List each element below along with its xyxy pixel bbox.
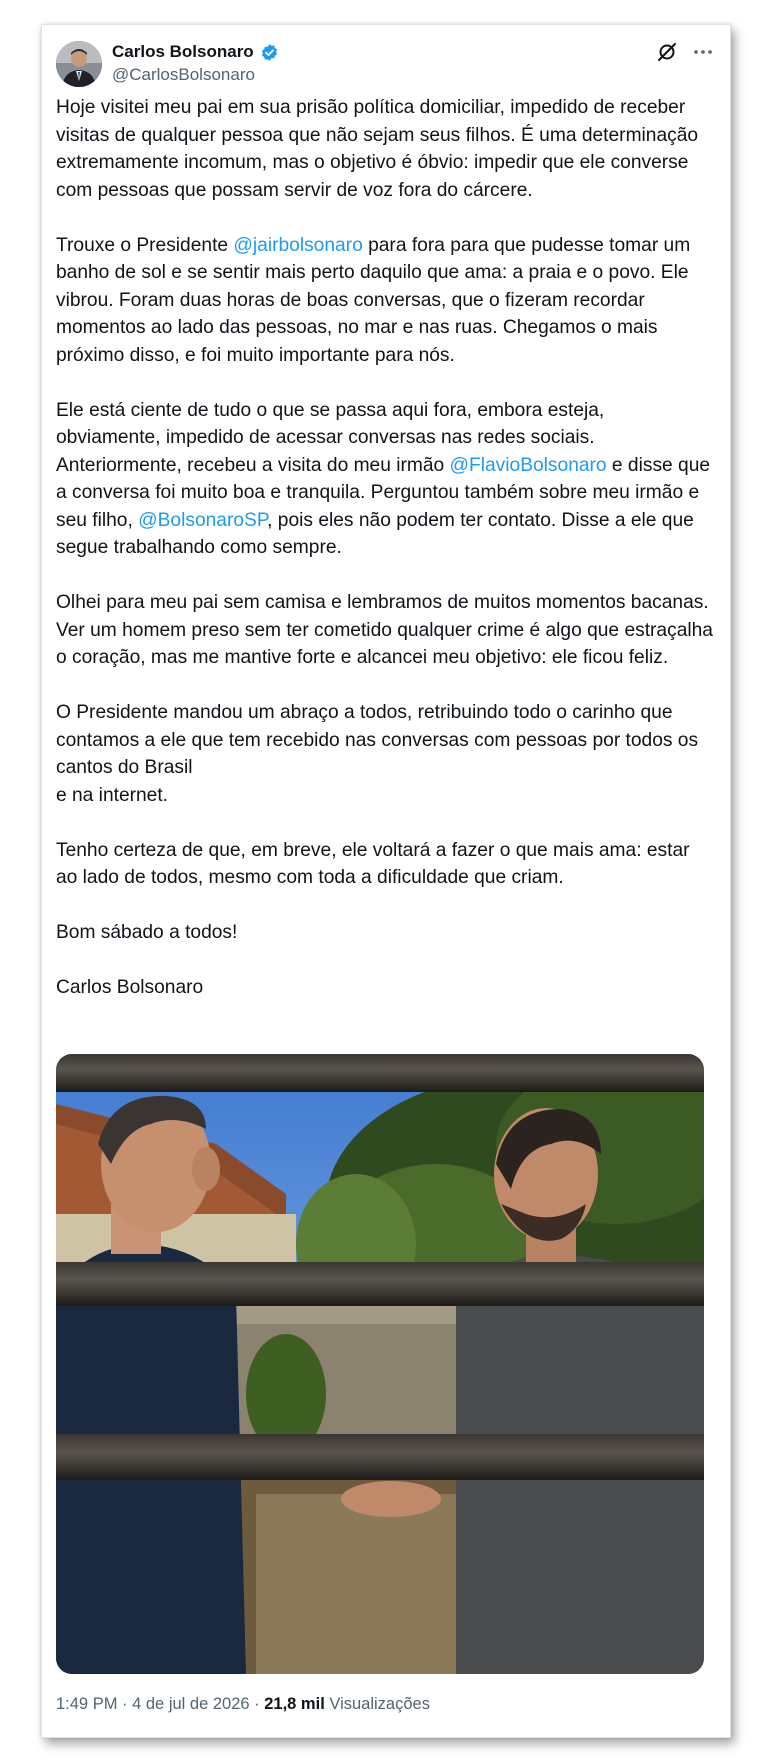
tweet-time[interactable]: 1:49 PM — [56, 1695, 118, 1713]
author-name-row[interactable] — [112, 42, 279, 62]
tweet-text-segment: Tenho certeza de que, em breve, ele voltará a fazer o que mais ama: estar ao lado de todos, mesmo com toda a dificuldade que criam. — [56, 839, 690, 888]
tweet-paragraph — [56, 397, 714, 562]
mention-link[interactable]: @BolsonaroSP — [138, 509, 268, 531]
tweet-text-segment: Olhei para meu pai sem camisa e lembramos de muitos momentos bacanas. Ver um homem preso sem ter cometido qualquer crime é algo que estraçalha o coração, mas me mantive forte e alcancei meu objetivo: ele ficou feliz. — [56, 592, 713, 668]
tweet-text-segment: , pois eles não podem ter contato. Disse a ele que segue trabalhando como sempre. — [56, 509, 694, 558]
avatar[interactable] — [56, 41, 102, 87]
grok-icon[interactable] — [656, 41, 678, 63]
meta-separator: · — [117, 1695, 133, 1713]
tweet-paragraph — [56, 232, 714, 370]
tweet-text-segment: Ele está ciente de tudo o que se passa aqui fora, embora esteja, obviamente, impedido de acessar conversas nas redes sociais. Anteriormente, recebeu a visita do meu irmão — [56, 399, 605, 476]
author-handle[interactable]: @CarlosBolsonaro — [112, 65, 255, 84]
more-options-icon[interactable] — [692, 41, 714, 63]
tweet-text-segment: Carlos Bolsonaro — [56, 977, 204, 998]
tweet-date[interactable]: 4 de jul de 2026 — [132, 1695, 250, 1713]
tweet-paragraph — [56, 837, 714, 892]
tweet-photo[interactable] — [56, 1054, 704, 1674]
tweet-text-segment: O Presidente mandou um abraço a todos, retribuindo todo o carinho que contamos a ele que tem recebido nas conversas com pessoas por todos os cantos do Brasil e na internet. — [56, 702, 699, 806]
tweet-text-segment: para fora para que pudesse tomar um banho de sol e se sentir mais perto daquilo que ama: a praia e o povo. Ele vibrou. Foram duas horas de boas conversas, que o fizeram recordar momentos ao lado das pessoas, no mar e nas ruas. Chegamos o mais próximo disso, e foi muito importante para nós. — [56, 234, 691, 366]
tweet-card — [41, 24, 731, 1738]
tweet-paragraph — [56, 94, 714, 204]
mention-link[interactable]: @FlavioBolsonaro — [449, 454, 607, 476]
tweet-metadata — [56, 1695, 430, 1714]
tweet-text — [56, 94, 714, 1002]
verified-badge-icon — [260, 43, 279, 62]
author-display-name[interactable]: Carlos Bolsonaro — [112, 42, 254, 61]
mention-link[interactable]: @jairbolsonaro — [233, 234, 363, 256]
tweet-text-segment: Bom sábado a todos! — [56, 922, 238, 943]
tweet-paragraph — [56, 974, 714, 1002]
tweet-text-segment: Trouxe o Presidente — [56, 234, 234, 256]
tweet-paragraph — [56, 699, 714, 809]
tweet-text-segment: e disse que a conversa foi muito boa e tranquila. Perguntou também sobre meu irmão e seu filho, — [56, 454, 711, 531]
tweet-paragraph — [56, 589, 714, 672]
tweet-paragraph — [56, 919, 714, 947]
views-label: Visualizações — [329, 1695, 430, 1713]
tweet-text-segment: Hoje visitei meu pai em sua prisão política domiciliar, impedido de receber visitas de qualquer pessoa que não sejam seus filhos. É uma determinação extremamente incomum, mas o objetivo é óbvio: impedir que ele converse com pessoas que possam servir de voz fora do cárcere. — [56, 97, 699, 201]
views-count: 21,8 mil — [264, 1695, 325, 1713]
meta-separator: · — [249, 1695, 265, 1713]
